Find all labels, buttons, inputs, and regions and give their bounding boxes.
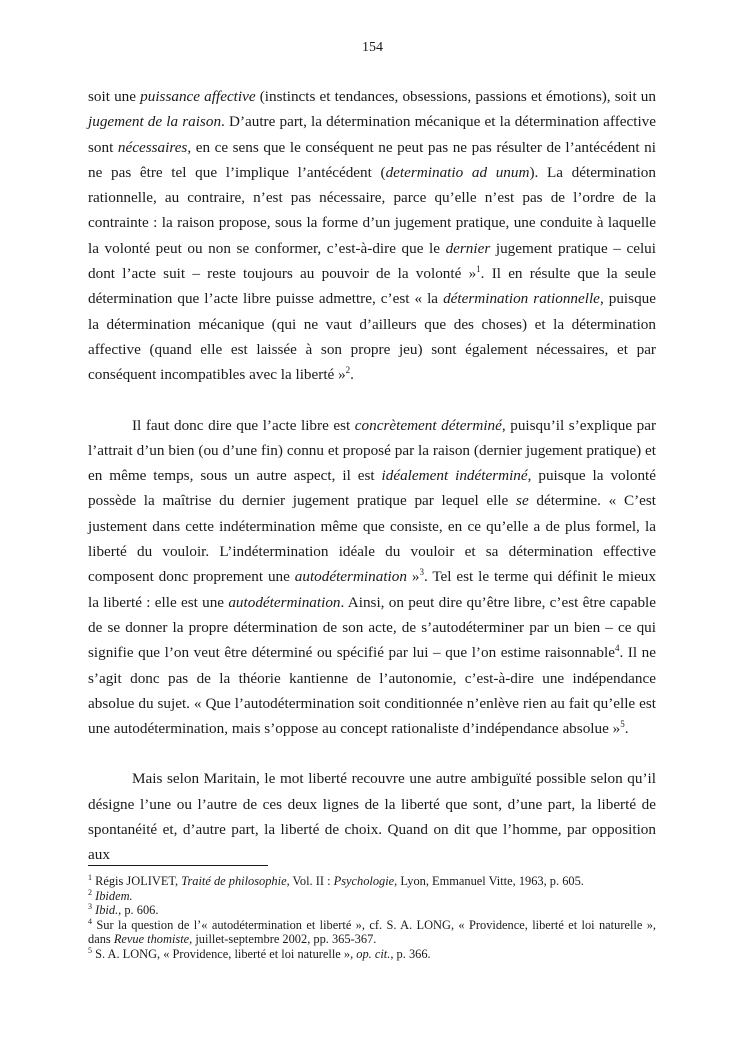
italic-text: puissance affective <box>140 88 256 105</box>
italic-text: op. cit., <box>356 946 394 961</box>
footnote-ref: 4 <box>614 643 620 654</box>
text-run: Sur la question de l’« autodétermination et liberté », cf. S. A. LONG, « Providence, liberté et loi naturelle », dans <box>88 917 656 947</box>
footnote-ref: 3 <box>88 902 92 912</box>
footnote <box>88 889 656 904</box>
body-text <box>88 84 656 868</box>
italic-text: determinatio ad unum <box>385 163 530 181</box>
italic-text: nécessaires <box>117 138 188 156</box>
italic-text: Traité de philosophie, <box>181 874 290 888</box>
italic-text: autodétermination <box>294 568 407 586</box>
footnote <box>88 947 656 962</box>
text-run: p. 606. <box>121 903 159 918</box>
paragraph <box>88 84 656 388</box>
text-run: » <box>406 568 420 586</box>
italic-text: détermination rationnelle <box>443 290 600 308</box>
text-run: . Il ne s’agit donc pas de la théorie kantienne de l’autonomie, c’est-à-dire une indépendance absolue du sujet. « Que l’autodétermination soit conditionnée n’enlève rien au fait qu’elle est une autodétermination, mais s’oppose au concept rationaliste d’indépendance absolue » <box>88 644 656 738</box>
italic-text: Psychologie, <box>333 874 398 888</box>
footnote-ref: 5 <box>88 945 92 955</box>
text-run: détermine. « C’est justement dans cette indétermination même que consiste, en ce qu’elle a de plus formel, la liberté du vouloir. L’indétermination idéale du vouloir et sa détermination effective composent donc proprement une <box>88 492 657 586</box>
italic-text: Revue thomiste, <box>113 932 193 947</box>
footnote-ref: 5 <box>620 719 625 730</box>
italic-text: idéalement indéterminé <box>381 467 528 485</box>
footnote-ref: 4 <box>88 916 92 926</box>
text-run: (instincts et tendances, obsessions, passions et émotions), soit un <box>255 88 656 105</box>
footnote-separator <box>88 865 268 866</box>
paragraph <box>88 766 656 867</box>
italic-text: Ibidem. <box>95 888 133 903</box>
text-run: p. 366. <box>393 946 431 961</box>
text-run: . <box>350 366 354 384</box>
text-run: , puisqu’il s’explique par l’attrait d’un bien (ou d’une fin) connu et proposé par la raison (dernier jugement pratique) et en même temps, sous un autre aspect, il est <box>88 416 657 485</box>
italic-text: concrètement déterminé <box>354 416 502 434</box>
text-run: , puisque la volonté possède la maîtrise du dernier jugement pratique par lequel elle <box>88 467 657 510</box>
italic-text: Ibid., <box>95 903 122 918</box>
text-run: Il faut donc dire que l’acte libre est <box>132 416 355 434</box>
text-run: , en ce sens que le conséquent ne peut pas ne pas résulter de l’antécédent ni ne pas être tel que l’implique l’antécédent ( <box>88 138 656 181</box>
text-run: Régis JOLIVET, <box>92 874 182 888</box>
paragraph <box>88 413 656 742</box>
footnote <box>88 918 656 947</box>
page-number: 154 <box>362 40 383 55</box>
text-run: . Ainsi, on peut dire qu’être libre, c’est être capable de se donner la propre détermination de son acte, de s’autodéterminer par un bien – ce qui signifie que l’on veut être déterminé ou spécifié par lui – que l’on estime raisonnable <box>88 593 656 662</box>
text-run: Vol. II : <box>289 874 334 888</box>
text-run: juillet-septembre 2002, pp. 365-367. <box>192 932 377 947</box>
text-run: , puisque la détermination mécanique (qui ne vaut d’ailleurs que des choses) et la détermination affective (quand elle est laissée à son propre jeu) sont également nécessaires, et par conséquent incompatibles avec la liberté » <box>88 290 656 384</box>
italic-text: dernier <box>445 239 491 257</box>
footnote-ref: 2 <box>88 887 92 897</box>
text-run: S. A. LONG, « Providence, liberté et loi naturelle », <box>92 946 357 961</box>
italic-text: autodétermination <box>228 593 341 611</box>
footnote-ref: 3 <box>419 567 424 578</box>
text-run: . Tel est le terme qui définit le mieux la liberté : elle est une <box>88 568 656 611</box>
footnote-ref: 2 <box>345 365 351 376</box>
text-run: Mais selon Maritain, le mot liberté recouvre une autre ambiguïté possible selon qu’il désigne l’une ou l’autre de ces deux lignes de la liberté que sont, d’une part, la liberté de spontanéité et, d’autre part, la liberté de choix. Quand on dit que l’homme, par opposition aux <box>88 770 656 864</box>
footnote-ref: 1 <box>476 264 481 275</box>
italic-text: jugement de la raison <box>88 113 222 131</box>
footnote <box>88 903 656 918</box>
text-run: ). La détermination rationnelle, au contraire, n’est pas nécessaire, parce qu’elle n’est pas de l’ordre de la contrainte : la raison propose, sous la forme d’un jugement pratique, une conduite à laquelle la volonté peut ou non se conformer, c’est-à-dire que le <box>88 163 656 257</box>
text-run: jugement pratique – celui dont l’acte suit – reste toujours au pouvoir de la volonté » <box>88 239 656 283</box>
text-run: Lyon, Emmanuel Vitte, 1963, p. 605. <box>397 874 584 888</box>
footnotes <box>88 874 656 962</box>
text-run: . <box>624 720 629 738</box>
footnote-ref: 1 <box>88 872 92 882</box>
text-run: . Il en résulte que la seule détermination que l’acte libre puisse admettre, c’est « la <box>88 265 656 308</box>
italic-text: se <box>516 492 529 510</box>
text-run: . D’autre part, la détermination mécanique et la détermination affective sont <box>88 113 657 156</box>
text-run: soit une <box>88 88 141 105</box>
footnote <box>88 874 656 889</box>
